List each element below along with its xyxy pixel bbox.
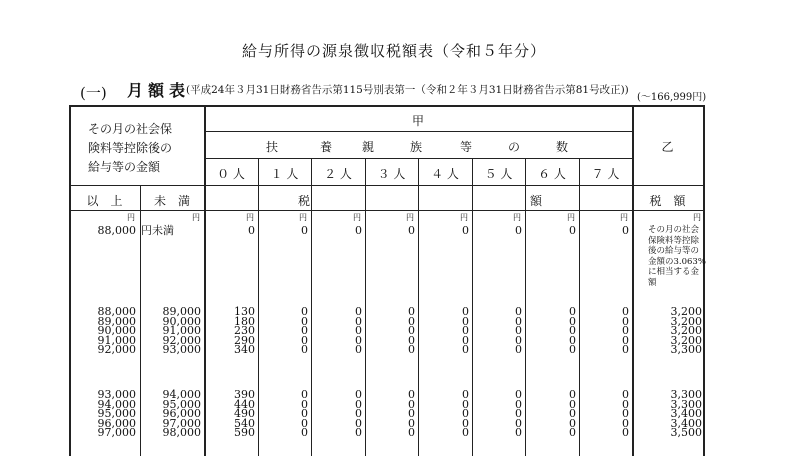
- unit-mark: 円: [246, 213, 254, 222]
- otsu-zei-header: 税 額: [649, 194, 686, 208]
- row-label-line-1: その月の社会保: [88, 122, 173, 136]
- persons-7: ７ 人: [591, 167, 620, 181]
- unit-mark: 円: [299, 213, 307, 222]
- miman-header: 未 満: [153, 194, 190, 208]
- row-from: 93,000 94,000 95,000 96,000 97,000: [97, 388, 136, 439]
- kou-6: 0 0 0 0 0: [569, 388, 576, 439]
- row-to: 94,000 95,000 96,000 97,000 98,000: [162, 388, 201, 439]
- kou-6: 0: [569, 224, 576, 237]
- row-from: 88,000: [97, 224, 136, 237]
- fuyou-char-2: 養: [320, 140, 333, 154]
- kou-7: 0: [622, 224, 629, 237]
- unit-mark: 円: [353, 213, 361, 222]
- persons-2: ２ 人: [324, 167, 352, 181]
- fuyou-char-1: 扶: [266, 140, 279, 154]
- kou-5: 0: [515, 224, 522, 237]
- kou-1: 0 0 0 0 0: [301, 305, 308, 356]
- kou-header: 甲: [411, 114, 424, 128]
- row-to: 89,000 90,000 91,000 92,000 93,000: [162, 305, 201, 356]
- fuyou-char-7: 数: [556, 140, 569, 154]
- kou-1: 0 0 0 0 0: [301, 388, 308, 439]
- row-to: 円未満: [141, 224, 174, 237]
- document-title: 給与所得の源泉徴収税額表（令和５年分）: [241, 42, 546, 60]
- unit-mark: 円: [567, 213, 575, 222]
- persons-6: ６ 人: [538, 167, 566, 181]
- row-from: 88,000 89,000 90,000 91,000 92,000: [97, 305, 136, 356]
- persons-5: ５ 人: [484, 167, 513, 181]
- unit-mark: 円: [406, 213, 414, 222]
- persons-3: ３ 人: [377, 167, 406, 181]
- section-range: (～166,999円): [637, 92, 707, 103]
- persons-4: ４ 人: [431, 167, 459, 181]
- kou-3: 0: [408, 224, 415, 237]
- row-label-line-2: 険料等控除後の: [88, 141, 173, 155]
- kou-5: 0 0 0 0 0: [515, 305, 522, 356]
- persons-0: ０ 人: [217, 167, 245, 181]
- otsu-header: 乙: [661, 140, 674, 154]
- kou-0: 0: [248, 224, 255, 237]
- unit-mark: 円: [513, 213, 521, 222]
- kou-2: 0 0 0 0 0: [355, 305, 362, 356]
- fuyou-char-5: 等: [460, 140, 473, 154]
- kou-5: 0 0 0 0 0: [515, 388, 522, 439]
- kou-6: 0 0 0 0 0: [569, 305, 576, 356]
- kou-0: 130 180 230 290 340: [234, 305, 255, 356]
- kou-4: 0 0 0 0 0: [462, 388, 469, 439]
- section-title: 月額表: [127, 81, 191, 100]
- otsu-note: その月の社会保険料等控除後の給与等の金額の3.063%に相当する金額: [648, 225, 706, 288]
- fuyou-char-4: 族: [410, 140, 423, 154]
- gaku-header: 額: [530, 194, 543, 208]
- otsu-value: 3,300 3,300 3,400 3,400 3,500: [670, 388, 702, 439]
- kou-2: 0: [355, 224, 362, 237]
- kou-2: 0 0 0 0 0: [355, 388, 362, 439]
- unit-mark: 円: [693, 213, 701, 222]
- unit-mark: 円: [460, 213, 468, 222]
- persons-1: １ 人: [270, 167, 299, 181]
- unit-mark: 円: [620, 213, 628, 222]
- section-number: (一): [80, 84, 107, 102]
- ijou-header: 以 上: [86, 194, 123, 208]
- kou-3: 0 0 0 0 0: [408, 388, 415, 439]
- kou-7: 0 0 0 0 0: [622, 305, 629, 356]
- row-label-line-3: 給与等の金額: [88, 160, 161, 174]
- kou-1: 0: [301, 224, 308, 237]
- kou-0: 390 440 490 540 590: [234, 388, 255, 439]
- kou-7: 0 0 0 0 0: [622, 388, 629, 439]
- section-note: (平成24年３月31日財務省告示第115号別表第一（令和２年３月31日財務省告示第81号改正)): [186, 84, 629, 96]
- kou-4: 0: [462, 224, 469, 237]
- kou-4: 0 0 0 0 0: [462, 305, 469, 356]
- zei-header: 税: [298, 194, 311, 208]
- kou-3: 0 0 0 0 0: [408, 305, 415, 356]
- otsu-value: 3,200 3,200 3,200 3,200 3,300: [670, 305, 702, 356]
- unit-mark: 円: [127, 213, 135, 222]
- fuyou-char-6: の: [508, 140, 521, 154]
- unit-mark: 円: [192, 213, 200, 222]
- fuyou-char-3: 親: [362, 140, 375, 154]
